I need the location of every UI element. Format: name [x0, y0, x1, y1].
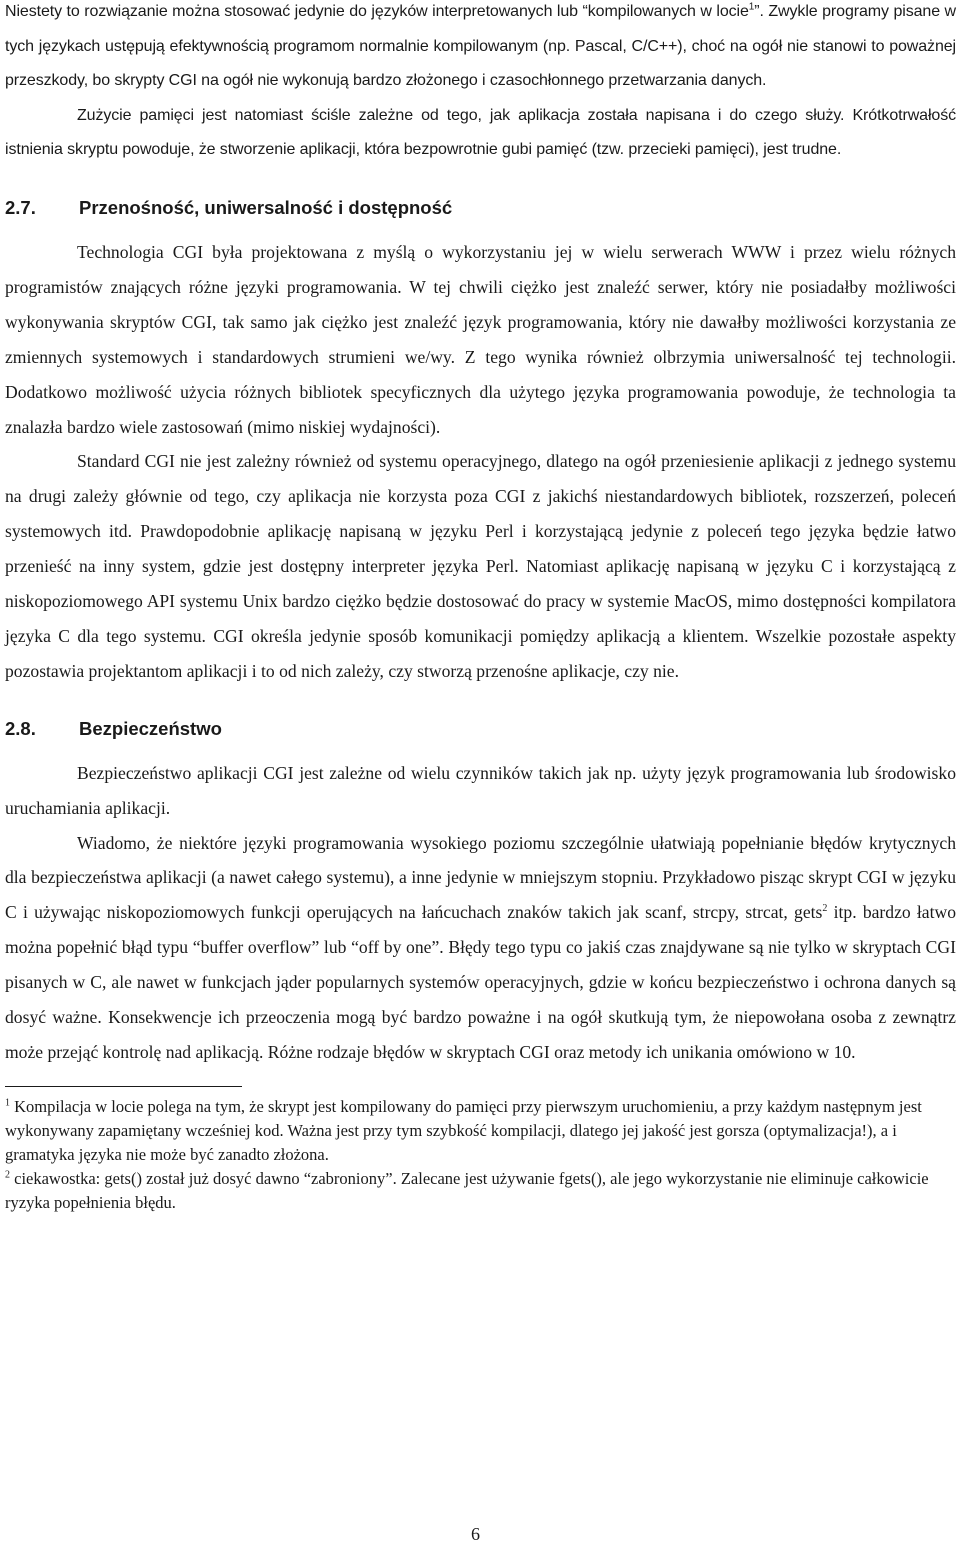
footnote-ref-1[interactable]: 1: [748, 1, 755, 13]
intro-paragraph-1: [5, 0, 956, 99]
intro-paragraph-2: Zużycie pamięci jest natomiast ściśle zależne od tego, jak aplikacja została napisana i do czego służy. Krótkotrwałość istnienia skryptu powoduje, że stworzenie aplikacji, która bezpowrotnie gubi pamięć (tzw. przecieki pamięci), jest trudne.: [5, 106, 956, 159]
intro-paragraph-1-text-b: ”. Zwykle programy pisane w tych językach ustępują efektywnością programom normalnie kompilowanym (np. Pascal, C/C++), choć na ogół nie stanowi to poważnej przeszkody, bo skrypty CGI na ogół nie wykonują bardzo złożonego i czasochłonnego przetwarzania danych.: [5, 3, 956, 90]
footnote-text: ciekawostka: gets() został już dosyć dawno “zabroniony”. Zalecane jest używanie fgets(), ale jego wykorzystanie nie eliminuje całkowicie ryzyka popełnienia błędu.: [5, 1168, 929, 1212]
section-2-8-paragraph-2: [5, 826, 956, 1070]
section-number: 2.7.: [5, 196, 36, 218]
section-number: 2.8.: [5, 717, 36, 739]
section-2-7-paragraph-2: Standard CGI nie jest zależny również od systemu operacyjnego, dlatego na ogół przeniesienie aplikacji z jednego systemu na drugi zależy głównie od tego, czy aplikacja nie korzysta poza CGI z jakichś niestandardowych bibliotek, rozszerzeń, poleceń systemowych itd. Prawdopodobnie aplikację napisaną w języku Perl i korzystającą jedynie z poleceń tego języka będzie łatwo przenieść na inny system, gdzie jest dostępny interpreter języka Perl. Natomiast aplikację napisaną w języku C i korzystającą z niskopoziomowego API systemu Unix bardzo ciężko będzie dostosować do pracy w systemie MacOS, mimo dostępności kompilatora języka C dla tego systemu. CGI określa jedynie sposób komunikacji pomiędzy aplikacją a klientem. Wszelkie pozostałe aspekty pozostawia projektantom aplikacji i to od nich zależy, czy stworzą przenośne aplikacje, czy nie.: [5, 451, 956, 681]
footnote-1: [5, 1095, 956, 1167]
section-heading-2-7: [5, 197, 956, 219]
footnote-text: Kompilacja w locie polega na tym, że skrypt jest kompilowany do pamięci przy pierwszym uruchomieniu, a przy każdym następnym jest wykonywany zapamiętany wcześniej kod. Ważna jest przy tym szybkość kompilacji, dlatego jej jakość jest gorsza (optymalizacja!), a i gramatyka języka nie może być zanadto złożona.: [5, 1096, 922, 1164]
footnote-mark: 2: [5, 1169, 10, 1181]
section-2-8-paragraph-1: Bezpieczeństwo aplikacji CGI jest zależne od wielu czynników takich jak np. użyty język programowania lub środowisko uruchamiania aplikacji.: [5, 762, 956, 818]
section-2-8-paragraph-2-text-a: Wiadomo, że niektóre języki programowania wysokiego poziomu szczególnie ułatwiają popełnianie błędów krytycznych dla bezpieczeństwa aplikacji (a nawet całego systemu), a inne jedynie w mniejszym stopniu. Przykładowo pisząc skrypt CGI w języku C i używając niskopoziomowych funkcji operujących na łańcuchach znaków takich jak scanf, strcpy, strcat, gets: [5, 832, 956, 923]
section-heading-2-8: [5, 718, 956, 740]
page-number: 6: [471, 1524, 480, 1544]
footnote-separator: [5, 1086, 242, 1087]
footnote-2: [5, 1167, 956, 1215]
section-title: Przenośność, uniwersalność i dostępność: [79, 196, 453, 218]
section-title: Bezpieczeństwo: [79, 717, 222, 739]
footnotes: [5, 1095, 956, 1215]
footnote-mark: 1: [5, 1097, 10, 1109]
document-page: [5, 0, 956, 1214]
footnote-ref-2[interactable]: 2: [822, 903, 828, 915]
section-2-7-paragraph-1: Technologia CGI była projektowana z myślą o wykorzystaniu jej w wielu serwerach WWW i przez wielu różnych programistów znających różne języki programowania. W tej chwili ciężko jest znaleźć serwer, który nie posiadałby możliwości wykonywania skryptów CGI, tak samo jak ciężko jest znaleźć język programowania, który nie dawałby możliwości korzystania ze zmiennych systemowych i standardowych strumieni we/wy. Z tego wynika również olbrzymia uniwersalność tej technologii. Dodatkowo możliwość użycia różnych bibliotek specyficznych dla użytego języka programowania powoduje, że technologia ta znalazła bardzo wiele zastosowań (mimo niskiej wydajności).: [5, 241, 956, 437]
intro-paragraph-1-text-a: Niestety to rozwiązanie można stosować jedynie do języków interpretowanych lub “kompilowanych w locie: [5, 3, 749, 20]
section-2-8-paragraph-2-text-b: itp. bardzo łatwo można popełnić błąd typu “buffer overflow” lub “off by one”. Błędy tego typu co jakiś czas znajdywane są nie tylko w skryptach CGI pisanych w C, ale nawet w funkcjach jąder popularnych systemów operacyjnych, gdzie w końcu bezpieczeństwo i ochrona danych są dosyć ważne. Konsekwencje ich przeoczenia mogą być bardzo poważne i na ogół skutkują tym, że niepowołana osoba z zewnątrz może przejąć kontrolę nad aplikacją. Różne rodzaje błędów w skryptach CGI oraz metody ich unikania omówiono w 10.: [5, 902, 957, 1062]
